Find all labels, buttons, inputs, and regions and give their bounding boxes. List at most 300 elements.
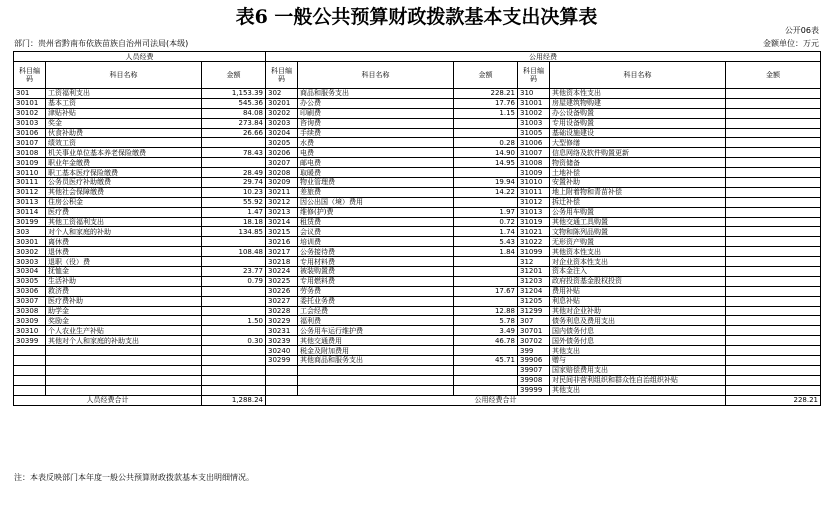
cell-code: 31005 [518,128,550,138]
cell-name: 住房公积金 [46,197,202,207]
cell-amount [202,286,266,296]
cell-name: 其他资本性支出 [550,89,726,99]
cell-name: 工资福利支出 [46,89,202,99]
public-total-amount: 228.21 [726,395,821,405]
cell-name: 助学金 [46,306,202,316]
cell-amount: 55.92 [202,197,266,207]
cell-code: 30103 [14,118,46,128]
cell-name: 其他工资福利支出 [46,217,202,227]
cell-code: 31013 [518,207,550,217]
cell-amount [202,385,266,395]
cell-amount [726,247,821,257]
cell-code: 31201 [518,267,550,277]
cell-name: 对民间非营利组织和群众性自治组织补贴 [550,375,726,385]
cell-name: 劳务费 [298,286,454,296]
cell-amount [726,158,821,168]
cell-code: 31022 [518,237,550,247]
cell-name: 专用设备购置 [550,118,726,128]
cell-name: 退职（役）费 [46,257,202,267]
cell-name: 债务利息及费用支出 [550,316,726,326]
cell-code: 30218 [266,257,298,267]
cell-amount [454,197,518,207]
cell-amount: 28.49 [202,168,266,178]
cell-code: 30399 [14,336,46,346]
cell-name: 公务用车运行维护费 [298,326,454,336]
department-label: 部门：贵州省黔南布依族苗族自治州司法局(本级) [14,39,189,48]
table-row [14,128,821,138]
cell-code: 30304 [14,267,46,277]
cell-code: 31021 [518,227,550,237]
cell-name: 手续费 [298,128,454,138]
cell-name: 办公设备购置 [550,108,726,118]
cell-code: 30202 [266,108,298,118]
expenditure-table [13,51,821,406]
cell-amount: 78.43 [202,148,266,158]
cell-name: 奖金 [46,118,202,128]
cell-amount [454,257,518,267]
cell-amount [454,128,518,138]
cell-code: 30211 [266,187,298,197]
cell-name: 对企业资本性支出 [550,257,726,267]
cell-amount: 1.47 [202,207,266,217]
cell-code: 30201 [266,98,298,108]
cell-amount [454,118,518,128]
cell-amount [454,346,518,356]
cell-name: 津贴补贴 [46,108,202,118]
table-row [14,98,821,108]
cell-code: 310 [518,89,550,99]
cell-amount: 545.36 [202,98,266,108]
col-header-code: 科目编码 [14,62,46,89]
cell-code: 30215 [266,227,298,237]
table-row [14,276,821,286]
cell-name: 基础设施建设 [550,128,726,138]
cell-code: 307 [518,316,550,326]
cell-code [14,385,46,395]
cell-name: 救济费 [46,286,202,296]
cell-amount [202,296,266,306]
cell-code [14,375,46,385]
cell-name [298,375,454,385]
personnel-total-label: 人员经费合计 [14,395,202,405]
cell-name: 会议费 [298,227,454,237]
cell-name: 其他商品和服务支出 [298,356,454,366]
cell-amount [726,365,821,375]
cell-code: 302 [266,89,298,99]
cell-code: 30199 [14,217,46,227]
cell-code: 30209 [266,178,298,188]
cell-name: 维修(护)费 [298,207,454,217]
cell-code: 30206 [266,148,298,158]
cell-code: 31001 [518,98,550,108]
cell-amount [726,306,821,316]
cell-code: 30305 [14,276,46,286]
cell-name: 职工基本医疗保险缴费 [46,168,202,178]
cell-code: 30299 [266,356,298,366]
cell-amount: 17.67 [454,286,518,296]
cell-amount: 3.49 [454,326,518,336]
cell-code: 30207 [266,158,298,168]
cell-amount [726,128,821,138]
cell-code: 30702 [518,336,550,346]
cell-code [14,356,46,366]
cell-name: 信息网络及软件购置更新 [550,148,726,158]
cell-amount [726,217,821,227]
cell-code: 30229 [266,316,298,326]
cell-name: 大型修缮 [550,138,726,148]
cell-code: 31002 [518,108,550,118]
table-row [14,227,821,237]
cell-amount: 1.15 [454,108,518,118]
cell-amount: 18.18 [202,217,266,227]
cell-amount [726,276,821,286]
cell-amount [726,89,821,99]
cell-amount: 1,153.39 [202,89,266,99]
cell-code: 30306 [14,286,46,296]
cell-name: 培训费 [298,237,454,247]
cell-amount: 0.79 [202,276,266,286]
cell-amount: 14.95 [454,158,518,168]
cell-name: 水费 [298,138,454,148]
cell-name: 绩效工资 [46,138,202,148]
table-row [14,187,821,197]
cell-name: 安置补助 [550,178,726,188]
cell-amount [202,257,266,267]
cell-name: 机关事业单位基本养老保险缴费 [46,148,202,158]
table-row [14,316,821,326]
table-row [14,296,821,306]
cell-name: 公务接待费 [298,247,454,257]
cell-amount [726,336,821,346]
col-header-name: 科目名称 [46,62,202,89]
cell-code: 399 [518,346,550,356]
cell-amount [726,197,821,207]
table-row [14,148,821,158]
cell-amount: 5.43 [454,237,518,247]
cell-code: 312 [518,257,550,267]
cell-code: 31099 [518,247,550,257]
cell-amount [454,385,518,395]
cell-name: 奖励金 [46,316,202,326]
cell-name: 物资储备 [550,158,726,168]
cell-code: 30227 [266,296,298,306]
personnel-total-amount: 1,288.24 [202,395,266,405]
cell-name: 文物和陈列品购置 [550,227,726,237]
cell-name [46,365,202,375]
cell-name: 政府投资基金股权投资 [550,276,726,286]
cell-amount [726,326,821,336]
table-row [14,237,821,247]
cell-code: 30102 [14,108,46,118]
cell-name: 国内债务付息 [550,326,726,336]
col-header-code: 科目编码 [266,62,298,89]
cell-code: 31205 [518,296,550,306]
cell-code: 31010 [518,178,550,188]
cell-name: 生活补助 [46,276,202,286]
cell-name: 伙食补助费 [46,128,202,138]
cell-code: 30216 [266,237,298,247]
cell-amount: 29.74 [202,178,266,188]
section-personnel: 人员经费 [14,52,266,62]
col-header-amount: 金额 [202,62,266,89]
cell-code: 30208 [266,168,298,178]
cell-name: 无形资产购置 [550,237,726,247]
cell-code: 30228 [266,306,298,316]
cell-name: 其他支出 [550,346,726,356]
cell-name: 离休费 [46,237,202,247]
section-public: 公用经费 [266,52,821,62]
table-row [14,267,821,277]
cell-name: 福利费 [298,316,454,326]
cell-code: 30108 [14,148,46,158]
cell-code [266,375,298,385]
cell-name: 专用燃料费 [298,276,454,286]
cell-amount [726,178,821,188]
cell-code: 30212 [266,197,298,207]
cell-code: 30310 [14,326,46,336]
cell-amount [202,346,266,356]
cell-amount [726,375,821,385]
table-row [14,158,821,168]
cell-name: 其他资本性支出 [550,247,726,257]
cell-name: 利息补贴 [550,296,726,306]
cell-name: 其他对企业补助 [550,306,726,316]
cell-name: 办公费 [298,98,454,108]
cell-amount [202,365,266,375]
cell-name: 工会经费 [298,306,454,316]
cell-code: 31011 [518,187,550,197]
cell-name [46,385,202,395]
cell-code: 30101 [14,98,46,108]
table-row [14,197,821,207]
cell-code: 30213 [266,207,298,217]
col-header-amount: 金额 [454,62,518,89]
cell-name: 电费 [298,148,454,158]
cell-amount [202,375,266,385]
cell-amount: 273.84 [202,118,266,128]
cell-amount [726,237,821,247]
cell-code: 30114 [14,207,46,217]
cell-amount: 17.76 [454,98,518,108]
cell-code: 30106 [14,128,46,138]
cell-code: 303 [14,227,46,237]
column-header-row [14,62,821,89]
col-header-code: 科目编码 [518,62,550,89]
cell-code: 301 [14,89,46,99]
cell-amount: 134.85 [202,227,266,237]
cell-amount [726,108,821,118]
cell-code: 31019 [518,217,550,227]
cell-name: 资本金注入 [550,267,726,277]
cell-amount [454,168,518,178]
cell-amount [202,158,266,168]
cell-name: 地上附着物和青苗补偿 [550,187,726,197]
cell-name [46,356,202,366]
cell-amount [726,296,821,306]
cell-amount [202,306,266,316]
cell-amount: 228.21 [454,89,518,99]
cell-amount: 0.30 [202,336,266,346]
cell-code: 31008 [518,158,550,168]
cell-code: 30307 [14,296,46,306]
cell-code: 30107 [14,138,46,148]
cell-amount: 1.97 [454,207,518,217]
cell-code [14,346,46,356]
cell-code: 31012 [518,197,550,207]
cell-amount: 0.72 [454,217,518,227]
cell-name: 职业年金缴费 [46,158,202,168]
cell-code: 39907 [518,365,550,375]
cell-amount [202,356,266,366]
cell-amount [726,168,821,178]
cell-amount: 46.78 [454,336,518,346]
cell-code: 30214 [266,217,298,227]
cell-amount [454,267,518,277]
cell-amount: 1.50 [202,316,266,326]
table-code: 公开06表 [784,26,819,35]
cell-name: 公务员医疗补助缴费 [46,178,202,188]
table-row [14,286,821,296]
total-row [14,395,821,405]
cell-code: 30109 [14,158,46,168]
unit-label: 金额单位：万元 [763,39,819,48]
cell-name [298,385,454,395]
cell-code [266,365,298,375]
cell-amount [454,375,518,385]
cell-name: 其他交通费用 [298,336,454,346]
cell-name: 税金及附加费用 [298,346,454,356]
cell-name: 对个人和家庭的补助 [46,227,202,237]
cell-code: 31299 [518,306,550,316]
cell-code: 39908 [518,375,550,385]
table-row [14,118,821,128]
col-header-name: 科目名称 [298,62,454,89]
cell-amount [726,118,821,128]
cell-code: 30701 [518,326,550,336]
cell-name: 专用材料费 [298,257,454,267]
cell-code: 30112 [14,187,46,197]
cell-amount: 12.88 [454,306,518,316]
table-row [14,375,821,385]
cell-amount [726,316,821,326]
cell-amount [202,138,266,148]
cell-code: 30205 [266,138,298,148]
table-row [14,89,821,99]
table-row [14,168,821,178]
table-row [14,247,821,257]
cell-code: 39906 [518,356,550,366]
cell-name [298,365,454,375]
cell-amount [726,356,821,366]
cell-amount: 84.08 [202,108,266,118]
table-row [14,257,821,267]
cell-code: 31203 [518,276,550,286]
cell-code: 30226 [266,286,298,296]
cell-amount [726,207,821,217]
cell-amount [726,286,821,296]
cell-amount: 14.22 [454,187,518,197]
cell-amount [454,276,518,286]
cell-amount [726,187,821,197]
cell-code: 39999 [518,385,550,395]
cell-name: 邮电费 [298,158,454,168]
cell-code: 30110 [14,168,46,178]
cell-amount: 1.74 [454,227,518,237]
cell-code: 30203 [266,118,298,128]
table-row [14,336,821,346]
cell-name: 抚恤金 [46,267,202,277]
cell-code: 30111 [14,178,46,188]
cell-name: 其他支出 [550,385,726,395]
cell-code: 30239 [266,336,298,346]
cell-name [46,375,202,385]
cell-code: 30204 [266,128,298,138]
cell-code [266,385,298,395]
table-row [14,178,821,188]
cell-amount: 0.28 [454,138,518,148]
cell-name: 商品和服务支出 [298,89,454,99]
cell-code: 30308 [14,306,46,316]
cell-amount: 23.77 [202,267,266,277]
cell-amount: 14.90 [454,148,518,158]
cell-code: 30217 [266,247,298,257]
public-total-label: 公用经费合计 [266,395,726,405]
cell-amount [726,148,821,158]
cell-name: 被装购置费 [298,267,454,277]
cell-amount: 10.23 [202,187,266,197]
cell-name: 拆迁补偿 [550,197,726,207]
col-header-name: 科目名称 [550,62,726,89]
cell-amount [726,346,821,356]
table-row [14,306,821,316]
cell-amount [726,227,821,237]
report-title: 表6 一般公共预算财政拨款基本支出决算表 [235,6,598,28]
cell-amount: 45.71 [454,356,518,366]
cell-code: 30225 [266,276,298,286]
cell-code: 30224 [266,267,298,277]
cell-code: 31009 [518,168,550,178]
cell-amount [726,98,821,108]
cell-amount [202,326,266,336]
cell-code: 31204 [518,286,550,296]
cell-name: 退休费 [46,247,202,257]
cell-name: 赠与 [550,356,726,366]
cell-name: 国家赔偿费用支出 [550,365,726,375]
cell-name: 取暖费 [298,168,454,178]
cell-name: 差旅费 [298,187,454,197]
cell-code: 30240 [266,346,298,356]
cell-name [46,346,202,356]
table-row [14,365,821,375]
cell-name: 个人农业生产补贴 [46,326,202,336]
cell-code: 31003 [518,118,550,128]
cell-amount: 108.48 [202,247,266,257]
cell-name: 国外债务付息 [550,336,726,346]
col-header-amount: 金额 [726,62,821,89]
cell-name: 印刷费 [298,108,454,118]
table-row [14,356,821,366]
cell-name: 医疗费补助 [46,296,202,306]
cell-amount: 5.78 [454,316,518,326]
cell-amount [726,267,821,277]
table-row [14,385,821,395]
cell-code: 31006 [518,138,550,148]
cell-name: 物业管理费 [298,178,454,188]
cell-code [14,365,46,375]
cell-name: 因公出国（境）费用 [298,197,454,207]
cell-amount [454,296,518,306]
table-row [14,108,821,118]
